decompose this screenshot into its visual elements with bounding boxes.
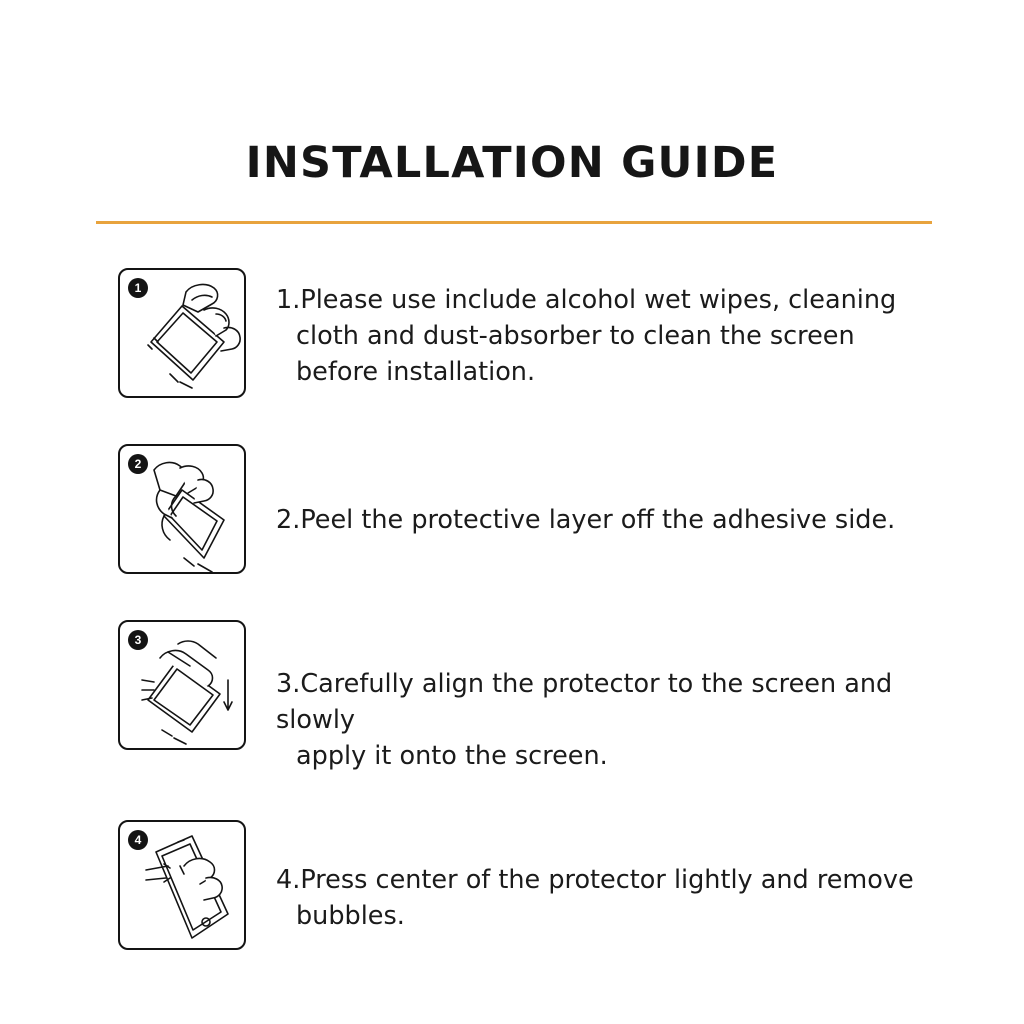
- steps-list: [0, 268, 1024, 996]
- page-title: INSTALLATION GUIDE: [245, 138, 779, 188]
- list-item: [0, 268, 1024, 398]
- step-text-line: 1.Please use include alcohol wet wipes, cleaning: [276, 285, 897, 315]
- step-badge: 4: [128, 830, 148, 850]
- step-text-line: 3.Carefully align the protector to the screen and slowly: [276, 669, 893, 735]
- step-text-4: [276, 820, 914, 934]
- step-illustration-4: [118, 820, 246, 950]
- step-text-line: 2.Peel the protective layer off the adhesive side.: [276, 505, 896, 535]
- list-item: [0, 620, 1024, 774]
- step-illustration-1: [118, 268, 246, 398]
- step-text-line: apply it onto the screen.: [296, 741, 608, 771]
- list-item: [0, 444, 1024, 574]
- title-divider: [96, 221, 932, 224]
- step-text-line: bubbles.: [296, 901, 405, 931]
- step-badge: 2: [128, 454, 148, 474]
- step-badge: 3: [128, 630, 148, 650]
- step-text-3: [276, 620, 954, 774]
- step-text-line: 4.Press center of the protector lightly and remove: [276, 865, 914, 895]
- step-text-line: before installation.: [296, 357, 536, 387]
- list-item: [0, 820, 1024, 950]
- step-text-line: cloth and dust-absorber to clean the screen: [296, 321, 855, 351]
- step-text-2: [276, 444, 895, 538]
- step-illustration-3: [118, 620, 246, 750]
- step-text-1: [276, 268, 896, 390]
- step-illustration-2: [118, 444, 246, 574]
- step-badge: 1: [128, 278, 148, 298]
